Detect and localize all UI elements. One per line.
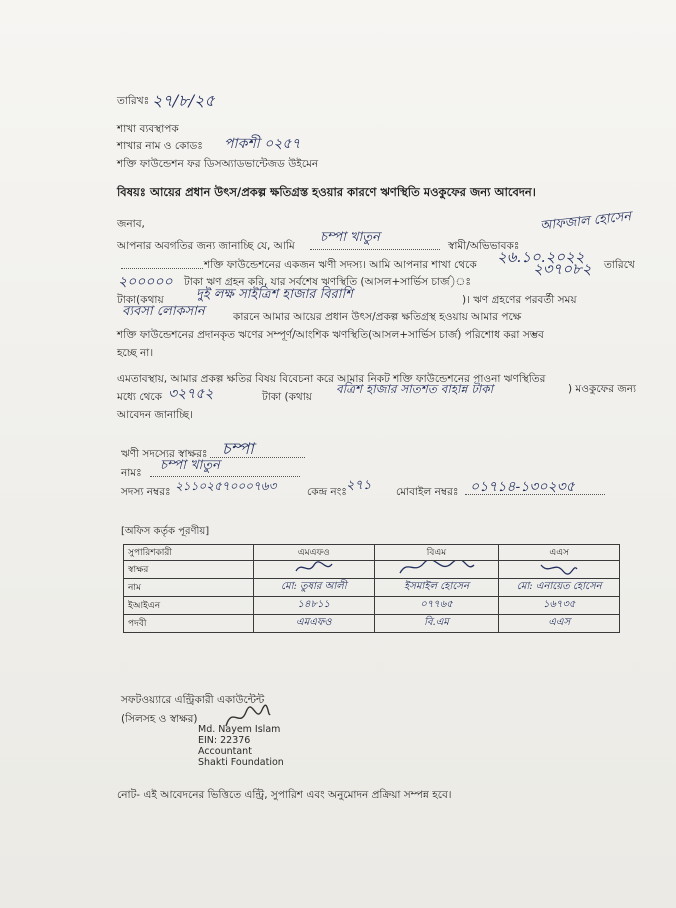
table-cell: ১৪৮১১ bbox=[253, 597, 374, 615]
body-l1a: আপনার অবগতির জন্য জানাচ্ছি যে, আমি bbox=[117, 240, 295, 252]
subject-line: বিষয়ঃ আয়ের প্রধান উৎস/প্রকল্প ক্ষতিগ্রস্ত হওয়ার কারণে ঋণস্থিতি মওকুফের জন্য আবেদন। bbox=[117, 185, 536, 199]
signature-cell bbox=[374, 561, 499, 579]
body-l2a: শক্তি ফাউন্ডেশনের একজন ঋণী সদস্য। আমি আপনার শাখা থেকে bbox=[204, 259, 477, 271]
office-heading: [অফিস কর্তৃক পূরণীয়] bbox=[121, 526, 210, 537]
loan-date-hand: ২৬.১০.২০২২ bbox=[497, 248, 585, 266]
signature-scrawl-icon bbox=[294, 561, 334, 575]
body-l1b: স্বামী/অভিভাবকঃ bbox=[448, 240, 520, 252]
member-signature: চম্পা bbox=[222, 439, 254, 458]
recommendation-table bbox=[123, 544, 620, 633]
member-name-label: নামঃ bbox=[121, 467, 142, 479]
table-header-row bbox=[124, 545, 620, 561]
row-label: স্বাক্ষর bbox=[124, 561, 254, 579]
salutation: জনাব, bbox=[117, 218, 145, 230]
accountant-label: সফটওয়্যারে এন্ট্রিকারী একাউন্টেন্ট bbox=[121, 694, 265, 706]
member-sig-label: ঋণী সদস্যের স্বাক্ষরঃ bbox=[121, 448, 208, 460]
member-name-value: চম্পা খাতুন bbox=[160, 458, 220, 473]
member-no-value: ২১১০২৫৭০০০৭৬৩ bbox=[175, 479, 277, 493]
signature-scrawl-icon bbox=[539, 561, 579, 575]
table-cell: বি.এম bbox=[374, 615, 499, 633]
waive-words-hand: বত্রিশ হাজার সাতশত বাহান্ন টাকা bbox=[336, 382, 494, 396]
date-value: ২৭/৮/২৫ bbox=[152, 91, 215, 110]
branch-manager: শাখা ব্যবস্থাপক bbox=[117, 123, 179, 135]
mobile-value: ০১৭১৪-১৩০২৩৫ bbox=[470, 479, 575, 495]
row-label: পদবী bbox=[124, 615, 254, 633]
body-l4a: টাকা(কথায় bbox=[117, 294, 164, 306]
signature-cell bbox=[499, 561, 620, 579]
table-cell: মো: তুষার আলী bbox=[253, 579, 374, 597]
branch-value: পাকশী ০২৫৭ bbox=[224, 136, 301, 152]
request-l3: আবেদন জানাচ্ছি। bbox=[117, 409, 193, 421]
footer-note: নোট- এই আবেদনের ভিত্তিতে এন্ট্রি, সুপারিশ এবং অনুমোদন প্রক্রিয়া সম্পন্ন হবে। bbox=[117, 789, 452, 801]
table-row bbox=[124, 579, 620, 597]
balance-words-hand: দুই লক্ষ সাইত্রিশ হাজার বিরাশি bbox=[196, 287, 353, 302]
table-cell: ১৬৭৩৫ bbox=[499, 597, 620, 615]
center-value: ২৭১ bbox=[346, 478, 372, 493]
waive-amount-hand: ৩২৭৫২ bbox=[168, 386, 214, 402]
request-l2b: টাকা (কথায় bbox=[262, 391, 312, 403]
body-l6: শক্তি ফাউন্ডেশনের প্রদানকৃত ঋণের সম্পূর্ণ/আংশিক ঋণস্থিতি(আসল+সার্ভিস চার্জ) পরিশোধ করা সম্ভব bbox=[117, 329, 544, 341]
stamp-line-ein: EIN: 22376 bbox=[198, 735, 251, 746]
request-l2a: মধ্যে থেকে bbox=[117, 391, 162, 403]
table-cell: এমএফও bbox=[253, 615, 374, 633]
stamp-line-title: Accountant bbox=[198, 746, 252, 757]
cause-hand: ব্যবসা লোকসান bbox=[122, 304, 205, 319]
body-l5a: কারনে আমার আয়ের প্রধান উৎস/প্রকল্প ক্ষতিগ্রস্থ হওয়ায় আমার পক্ষে bbox=[233, 311, 522, 323]
accountant-seal-label: (সিলসহ ও স্বাক্ষর) bbox=[121, 713, 198, 725]
table-cell: ইসমাইল হোসেন bbox=[374, 579, 499, 597]
branch-label: শাখার নাম ও কোডঃ bbox=[117, 140, 203, 152]
request-l1: এমতাবস্থায়, আমার প্রকল্প ক্ষতির বিষয় বিবেচনা করে আমার নিকট শক্তি ফাউন্ডেশনের পাওনা ঋণস্থিতির bbox=[117, 373, 546, 385]
table-cell: ০৭৭৬৫ bbox=[374, 597, 499, 615]
col-as: এএস bbox=[499, 545, 620, 561]
center-label: কেন্দ্র নংঃ bbox=[307, 486, 347, 498]
row-label: নাম bbox=[124, 579, 254, 597]
table-cell: এএস bbox=[499, 615, 620, 633]
body-l4b: )। ঋণ গ্রহণের পরবর্তী সময় bbox=[462, 294, 577, 306]
guardian-name-hand: আফজাল হোসেন bbox=[539, 209, 632, 234]
body-l7: হচ্ছে না। bbox=[117, 347, 154, 359]
body-l3a: টাকা ঋণ গ্রহন করি, যার সর্বশেষ ঋণস্থিতি (আসল+সার্ভিস চার্জ)ঃ bbox=[184, 276, 471, 288]
table-row bbox=[124, 615, 620, 633]
date-label: তারিখঃ bbox=[117, 95, 150, 107]
member-no-label: সদস্য নম্বরঃ bbox=[121, 486, 171, 498]
stamp-line-name: Md. Nayem Islam bbox=[198, 724, 281, 735]
body-l2b: তারিখে bbox=[604, 259, 635, 271]
balance-hand: ২৩৭০৮২ bbox=[533, 260, 592, 278]
request-l2c: ) মওকুফের জন্য bbox=[568, 383, 637, 395]
col-recommender: সুপারিশকারী bbox=[124, 545, 254, 561]
table-row bbox=[124, 597, 620, 615]
signature-cell bbox=[253, 561, 374, 579]
accountant-stamp bbox=[198, 724, 284, 768]
loan-amount-hand: ২০০০০০ bbox=[118, 274, 173, 290]
member-name-hand: চম্পা খাতুন bbox=[320, 230, 380, 245]
col-mfo: এমএফও bbox=[253, 545, 374, 561]
row-label: ইআইএন bbox=[124, 597, 254, 615]
mobile-label: মোবাইল নম্বরঃ bbox=[396, 486, 459, 498]
col-bm: বিএম bbox=[374, 545, 499, 561]
foundation-name: শক্তি ফাউন্ডেশন ফর ডিসঅ্যাডভান্টেজড উইমেন bbox=[117, 158, 319, 170]
stamp-line-org: Shakti Foundation bbox=[198, 757, 284, 768]
table-cell: মো: এনায়েত হোসেন bbox=[499, 579, 620, 597]
table-row bbox=[124, 561, 620, 579]
signature-scrawl-icon bbox=[396, 561, 476, 575]
